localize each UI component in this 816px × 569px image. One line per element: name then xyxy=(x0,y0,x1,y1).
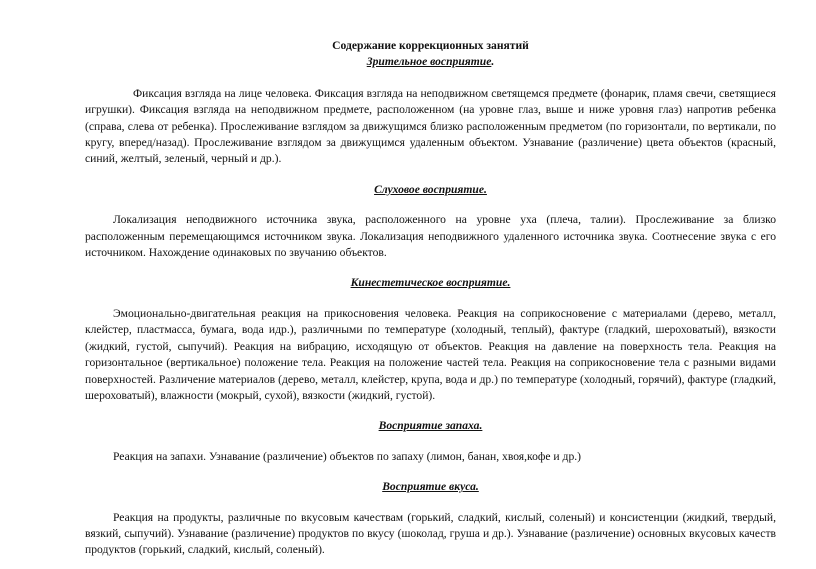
section-text-auditory: Локализация неподвижного источника звука, расположенного на уровне уха (плеча, талии). Прослеживание за близко расположенным перемещающимся источником звука. Локализация неподвижного удаленного источника звука. Соотнесение звука с его источником. Нахождение одинаковых по звучанию объектов. xyxy=(85,213,776,260)
section-heading-smell: Восприятие запаха. xyxy=(378,419,483,433)
section-heading-visual-text: Зрительное восприятие xyxy=(366,55,492,69)
section-heading-auditory: Слуховое восприятие. xyxy=(374,182,487,196)
section-text-taste: Реакция на продукты, различные по вкусовым качествам (горький, сладкий, кислый, соленый) и консистенции (жидкий, твердый, вязкий, сыпучий). Узнавание (различение) продуктов по вкусу (шоколад, груша и др.). Узнавание (различение) основных вкусовых качеств продуктов (горький, сладкий, кислый, соленый). xyxy=(85,510,776,557)
section-text-visual: Фиксация взгляда на лице человека. Фиксация взгляда на неподвижном светящемся предмете (фонарик, пламя свечи, светящиеся игрушки). Фиксация взгляда на неподвижном предмете, расположенном (на уровне глаз, выше и ниже уровня глаз) напротив ребенка (справа, слева от ребенка). Прослеживание взглядом за движущимся близко расположенным предметом (по горизонтали, по вертикали, по кругу, вперед/назад). Прослеживание взглядом за движущимся удаленным объектом. Узнавание (различение) цвета объектов (красный, синий, желтый, зеленый, черный и др.). xyxy=(85,86,776,166)
document-page xyxy=(85,38,776,559)
section-heading-kinesthetic: Кинестетическое восприятие. xyxy=(350,276,511,290)
document-title: Содержание коррекционных занятий xyxy=(332,39,529,52)
section-text-smell: Реакция на запахи. Узнавание (различение) объектов по запаху (лимон, банан, хвоя,кофе и др.) xyxy=(113,449,581,463)
section-heading-taste: Восприятие вкуса. xyxy=(382,480,479,494)
section-text-kinesthetic: Эмоционально-двигательная реакция на прикосновения человека. Реакция на соприкосновение с материалами (дерево, металл, клейстер, пластмасса, бумага, вода идр.), различными по температуре (холодный, теплый), фактуре (гладкий, шероховатый), вязкости (жидкий, густой, сыпучий). Реакция на вибрацию, исходящую от объектов. Реакция на давление на поверхность тела. Реакция на горизонтальное (вертикальное) положение тела. Реакция на положение частей тела. Реакция на соприкосновение тела с разными видами поверхностей. Различение материалов (дерево, металл, клейстер, крупа, вода и др.) по температуре (холодный, горячий), фактуре (гладкий, шероховатый), влажности (мокрый, сухой), вязкости (жидкий, густой). xyxy=(85,306,776,402)
section-heading-visual-suffix: . xyxy=(491,55,495,69)
section-heading-visual xyxy=(85,54,776,70)
